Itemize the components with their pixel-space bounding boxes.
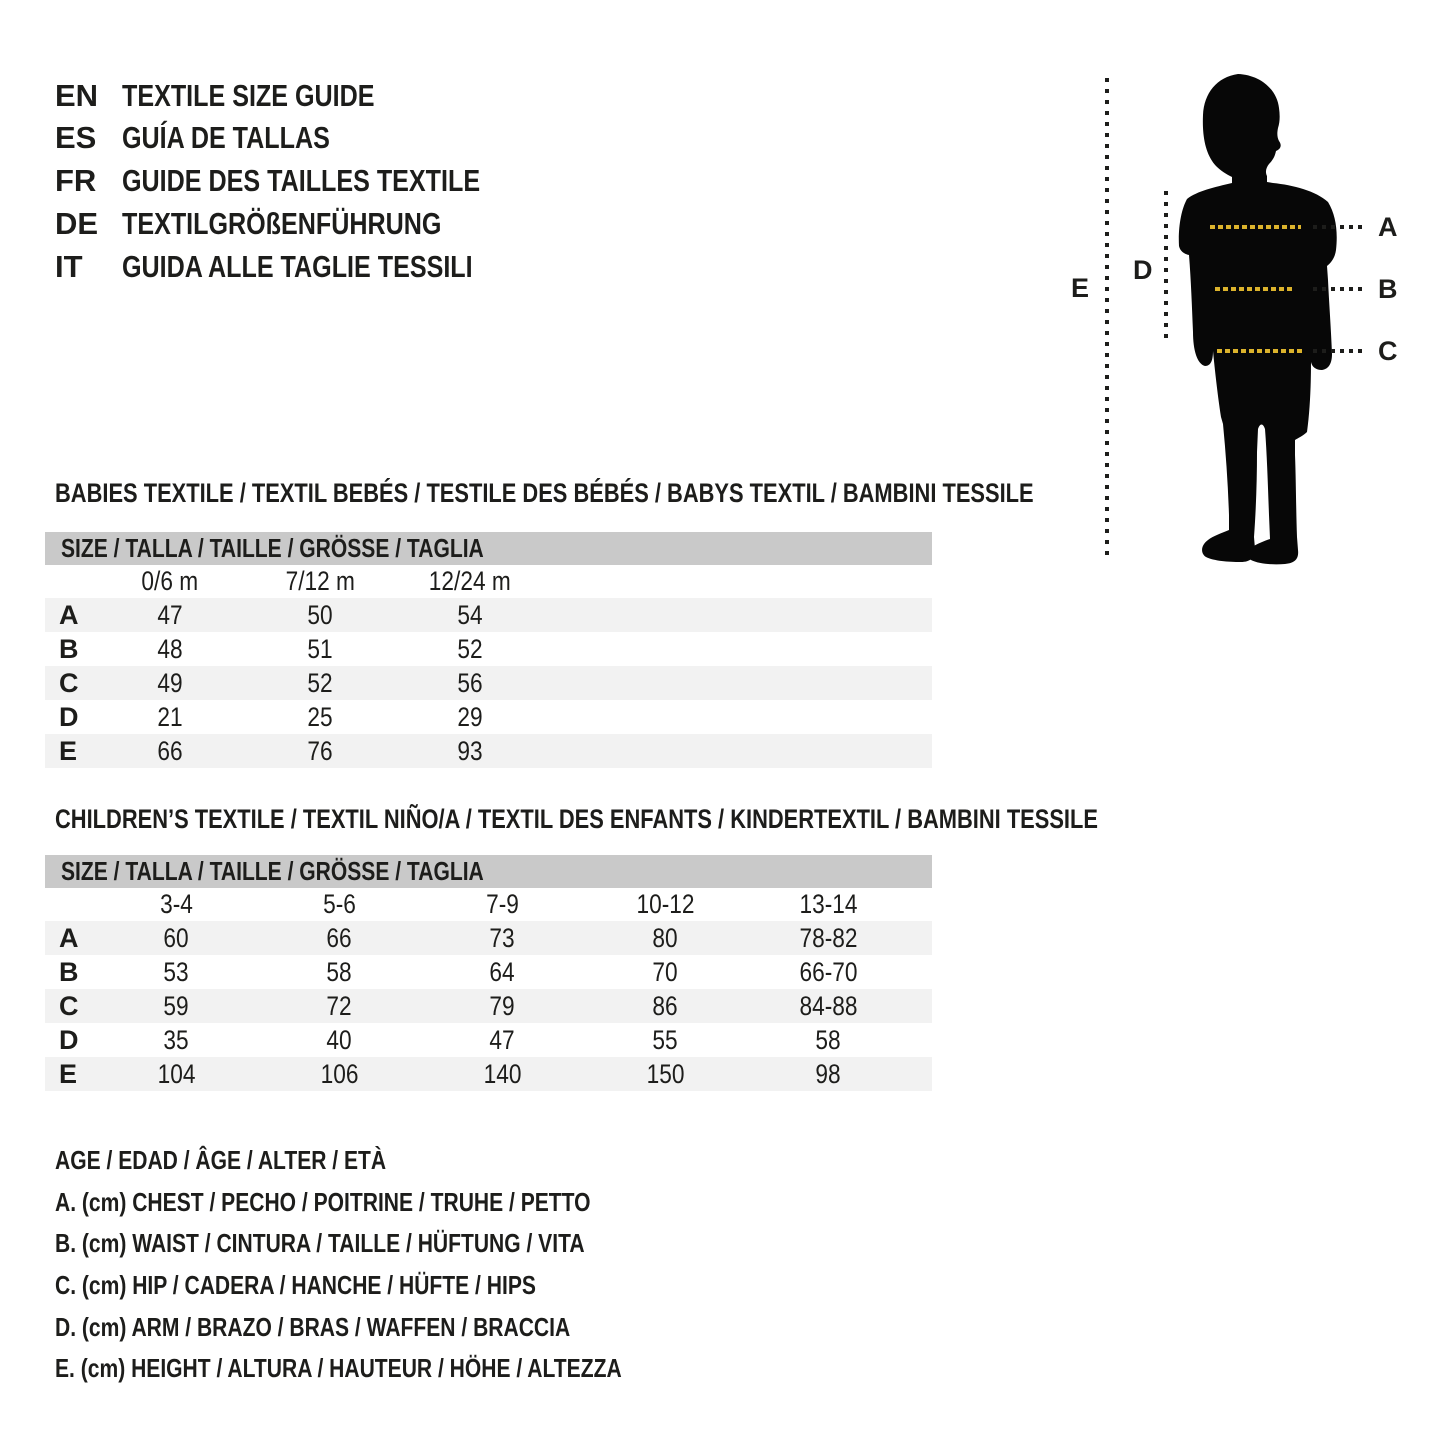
table-row [45, 598, 932, 632]
size-header-text: SIZE / TALLA / TAILLE / GRÖSSE / TAGLIA [61, 856, 484, 886]
cell: 76 [307, 736, 333, 766]
cell: 72 [326, 991, 353, 1021]
lang-title: GUIDE DES TAILLES TEXTILE [122, 163, 481, 198]
row-label: E [59, 1059, 78, 1089]
table-row [45, 955, 932, 989]
cell: 56 [457, 668, 483, 698]
table-row [45, 734, 932, 768]
lang-code: ES [55, 120, 97, 155]
column-header: 13-14 [799, 889, 858, 919]
cell: 93 [457, 736, 483, 766]
cell: 55 [652, 1025, 679, 1055]
cell: 50 [307, 600, 333, 630]
lang-code: IT [55, 249, 83, 284]
row-label: D [59, 702, 79, 732]
cell: 54 [457, 600, 483, 630]
legend-height: E. (cm) HEIGHT / ALTURA / HAUTEUR / HÖHE / ALTEZZA [55, 1353, 622, 1383]
lang-line-de [55, 202, 516, 245]
babies-size-header-bar [45, 532, 932, 565]
column-header: 12/24 m [429, 566, 511, 596]
cell: 59 [163, 991, 190, 1021]
measurement-figure [1045, 60, 1445, 600]
column-header: 10-12 [636, 889, 695, 919]
lang-code: EN [55, 78, 99, 113]
lang-line-it [55, 245, 555, 288]
figure-label-d: D [1133, 255, 1153, 285]
legend-chest: A. (cm) CHEST / PECHO / POITRINE / TRUHE / PETTO [55, 1187, 591, 1217]
lang-code: DE [55, 206, 99, 241]
lang-title: GUIDA ALLE TAGLIE TESSILI [122, 249, 473, 284]
cell: 78-82 [799, 923, 858, 953]
row-label: B [59, 634, 79, 664]
legend-age: AGE / EDAD / ÂGE / ALTER / ETÀ [55, 1145, 387, 1175]
figure-label-b: B [1378, 274, 1398, 304]
cell: 51 [307, 634, 333, 664]
cell: 35 [163, 1025, 190, 1055]
cell: 49 [157, 668, 183, 698]
cell: 66-70 [799, 957, 858, 987]
babies-size-table [45, 532, 932, 768]
cell: 79 [489, 991, 516, 1021]
column-spacer [45, 565, 95, 598]
column-header: 7-9 [486, 889, 519, 919]
babies-section-title [55, 478, 1263, 508]
row-label: B [59, 957, 79, 987]
cell: 47 [489, 1025, 516, 1055]
row-label: A [59, 600, 79, 630]
cell: 52 [307, 668, 333, 698]
children-size-table [45, 855, 932, 1091]
cell: 98 [815, 1059, 842, 1089]
column-header: 7/12 m [285, 566, 355, 596]
cell: 84-88 [799, 991, 858, 1021]
children-section-title [55, 804, 1343, 834]
cell: 52 [457, 634, 483, 664]
figure-label-c: C [1378, 336, 1398, 366]
cell: 66 [326, 923, 353, 953]
cell: 140 [483, 1059, 522, 1089]
lang-title: TEXTILGRÖßENFÜHRUNG [122, 206, 442, 241]
cell: 150 [646, 1059, 685, 1089]
column-header: 5-6 [323, 889, 356, 919]
cell: 80 [652, 923, 679, 953]
lang-line-fr [55, 159, 564, 202]
table-row [45, 666, 932, 700]
cell: 58 [326, 957, 353, 987]
size-header-text: SIZE / TALLA / TAILLE / GRÖSSE / TAGLIA [61, 533, 484, 563]
cell: 21 [157, 702, 183, 732]
children-column-header-row [45, 888, 932, 921]
row-label: D [59, 1025, 79, 1055]
legend-waist: B. (cm) WAIST / CINTURA / TAILLE / HÜFTUNG / VITA [55, 1228, 585, 1258]
cell: 47 [157, 600, 183, 630]
row-label: E [59, 736, 78, 766]
figure-label-a: A [1378, 212, 1398, 242]
cell: 25 [307, 702, 333, 732]
children-size-header-bar [45, 855, 932, 888]
row-label: C [59, 991, 79, 1021]
cell: 60 [163, 923, 190, 953]
lang-line-en [55, 74, 434, 117]
cell: 53 [163, 957, 190, 987]
legend-hip: C. (cm) HIP / CADERA / HANCHE / HÜFTE / HIPS [55, 1270, 536, 1300]
table-row [45, 1023, 932, 1057]
cell: 40 [326, 1025, 353, 1055]
cell: 58 [815, 1025, 842, 1055]
table-row [45, 989, 932, 1023]
cell: 104 [157, 1059, 196, 1089]
babies-column-header-row [45, 565, 932, 598]
column-header: 3-4 [160, 889, 193, 919]
cell: 70 [652, 957, 679, 987]
lang-title: GUÍA DE TALLAS [122, 120, 330, 155]
cell: 86 [652, 991, 679, 1021]
table-row [45, 700, 932, 734]
row-label: A [59, 923, 79, 953]
cell: 73 [489, 923, 516, 953]
cell: 66 [157, 736, 183, 766]
column-header: 0/6 m [141, 566, 199, 596]
cell: 106 [320, 1059, 359, 1089]
lang-code: FR [55, 163, 97, 198]
babies-title-text: BABIES TEXTILE / TEXTIL BEBÉS / TESTILE DES BÉBÉS / BABYS TEXTIL / BAMBINI TESSILE [55, 478, 1034, 508]
cell: 48 [157, 634, 183, 664]
lang-line-es [55, 116, 379, 159]
table-row [45, 1057, 932, 1091]
column-spacer [45, 888, 95, 921]
figure-label-e: E [1071, 273, 1090, 303]
table-row [45, 632, 932, 666]
legend-arm: D. (cm) ARM / BRAZO / BRAS / WAFFEN / BRACCIA [55, 1312, 571, 1342]
row-label: C [59, 668, 79, 698]
children-title-text: CHILDREN’S TEXTILE / TEXTIL NIÑO/A / TEXTIL DES ENFANTS / KINDERTEXTIL / BAMBINI TESSILE [55, 804, 1098, 834]
cell: 29 [457, 702, 483, 732]
table-row [45, 921, 932, 955]
cell: 64 [489, 957, 516, 987]
lang-title: TEXTILE SIZE GUIDE [122, 78, 375, 113]
